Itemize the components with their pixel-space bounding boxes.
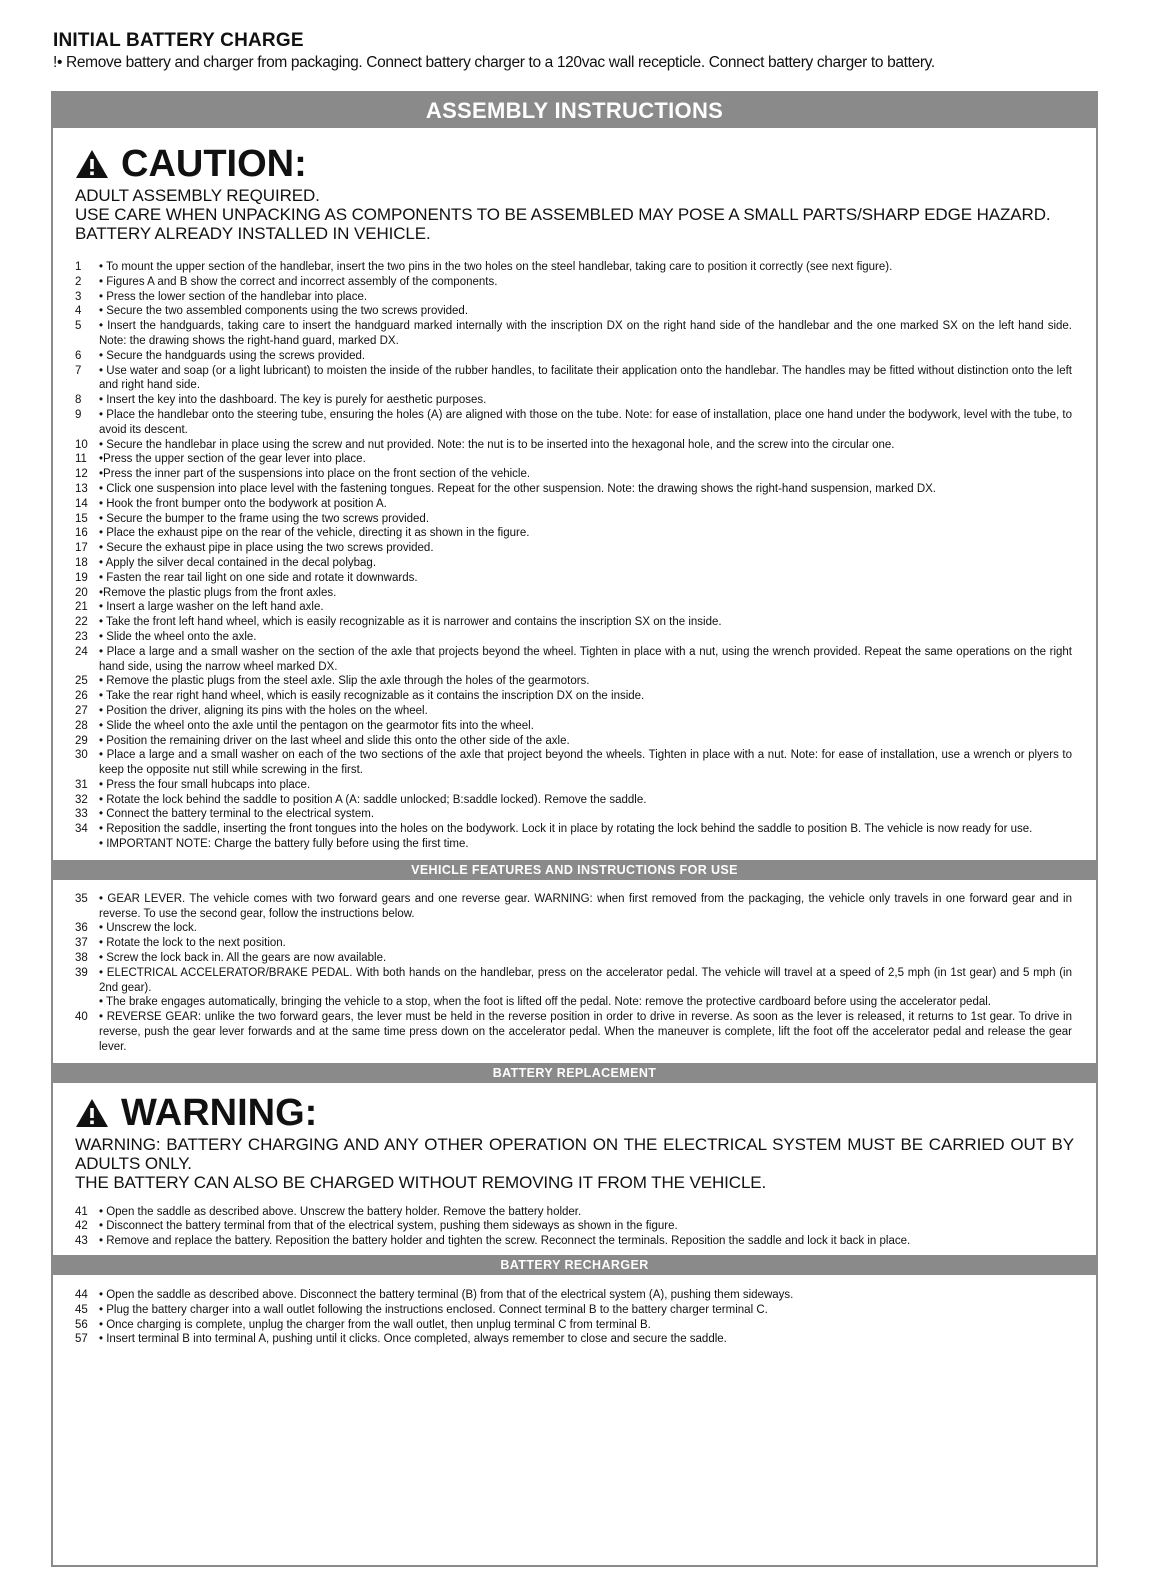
caution-title-row [75,142,1096,186]
step-number: 14 [75,497,88,510]
step-number: 9 [75,408,82,421]
step-number: 33 [75,808,88,821]
step-text: • Disconnect the battery terminal from that of the electrical system, pushing them sideways as shown in the figure. [99,1220,678,1233]
step-text: • Reposition the saddle, inserting the front tongues into the holes on the bodywork. Lock it in place by rotating the lock behind the saddle to position B. The vehicle is now ready for use. [99,823,1033,836]
step-number: 30 [75,749,88,762]
step-text: • Rotate the lock behind the saddle to position A (A: saddle unlocked; B:saddle locked). Remove the saddle. [99,793,647,806]
step-item [75,526,1072,541]
step-number: 15 [75,512,88,525]
step-number: 44 [75,1289,88,1302]
initial-charge-instruction [53,53,1113,73]
step-text: • Position the remaining driver on the last wheel and slide this onto the other side of the axle. [99,734,570,747]
step-item [75,556,1072,571]
step-text: • Once charging is complete, unplug the charger from the wall outlet, then unplug terminal C from terminal B. [99,1318,651,1331]
initial-charge-text: Remove battery and charger from packaging. Connect battery charger to a 120vac wall recepticle. Connect battery charger to battery. [66,54,935,71]
step-item [75,512,1072,527]
step-text: • To mount the upper section of the handlebar, insert the two pins in the two holes on the steel handlebar, taking care to position it correctly (see next figure). [99,261,893,273]
step-item [75,645,1072,675]
warning-text [75,1135,1074,1192]
step-text: • Secure the bumper to the frame using the two screws provided. [99,512,430,525]
step-number: 20 [75,586,88,599]
step-text: • Secure the handguards using the screws provided. [99,349,366,362]
step-item [75,689,1072,704]
step-item [75,778,1072,793]
step-item [75,615,1072,630]
step-number: 45 [75,1303,88,1316]
step-text: • Use water and soap (or a light lubricant) to moisten the inside of the rubber handles, to facilitate their application onto the handlebar. The handles may be fitted without distinction onto the left and right hand side. [99,364,1072,392]
step-item [75,674,1072,689]
step-number: 24 [75,645,88,658]
caution-line: BATTERY ALREADY INSTALLED IN VEHICLE. [75,224,431,243]
step-number: 13 [75,482,88,495]
instructions-frame [51,91,1098,1567]
step-number: 29 [75,734,88,747]
step-number: 23 [75,630,88,643]
features-steps [75,892,1072,1055]
step-text: • Place the exhaust pipe on the rear of the vehicle, directing it as shown in the figure. [99,527,530,540]
step-number: 40 [75,1011,88,1024]
caution-title: CAUTION: [121,143,307,185]
step-text: • Plug the battery charger into a wall outlet following the instructions enclosed. Connect terminal B to the battery charger terminal C. [99,1303,768,1316]
step-number: 28 [75,719,88,732]
step-text: •Press the upper section of the gear lever into place. [99,453,366,466]
step-number: 38 [75,952,88,965]
warning-line: WARNING: BATTERY CHARGING AND ANY OTHER OPERATION ON THE ELECTRICAL SYSTEM MUST BE CARRIED OUT BY ADULTS ONLY. [75,1134,1074,1173]
step-number: 17 [75,542,88,555]
step-text: • Remove the plastic plugs from the steel axle. Slip the axle through the holes of the gearmotors. [99,675,590,688]
step-item [75,452,1072,467]
step-text: • Slide the wheel onto the axle until the pentagon on the gearmotor fits into the wheel. [99,719,534,732]
step-item [75,1303,1072,1318]
initial-battery-charge [53,30,1113,73]
step-number: 18 [75,556,88,569]
step-item [75,748,1072,778]
warning-title: WARNING: [121,1091,318,1134]
step-item [75,995,1072,1010]
step-number: 25 [75,675,88,688]
step-text: • Press the four small hubcaps into place. [99,778,311,791]
step-number: 4 [75,305,82,318]
step-text: • Secure the exhaust pipe in place using the two screws provided. [99,542,434,555]
step-text: • Slide the wheel onto the axle. [99,630,257,643]
step-item [75,1288,1072,1303]
step-number: 7 [75,364,82,377]
step-text: •Remove the plastic plugs from the front axles. [99,586,337,599]
recharger-header: BATTERY RECHARGER [53,1255,1096,1275]
step-text: • Take the front left hand wheel, which is easily recognizable as it is narrower and contains the inscription SX on the inside. [99,616,722,629]
step-item [75,319,1072,349]
step-item [75,467,1072,482]
step-item [75,393,1072,408]
step-item [75,290,1072,305]
step-item [75,571,1072,586]
step-number: 12 [75,468,88,481]
step-text: • Place the handlebar onto the steering tube, ensuring the holes (A) are aligned with those on the tube. Note: for ease of installation, place one hand under the bodywork, level with the tube, to avoid its descent. [99,408,1072,436]
step-item [75,630,1072,645]
step-number: 5 [75,320,82,333]
step-number: 31 [75,778,88,791]
caution-text [75,186,1074,243]
step-text: • GEAR LEVER. The vehicle comes with two forward gears and one reverse gear. WARNING: when first removed from the packaging, the vehicle only travels in one forward gear and in reverse. To use the second gear, follow the instructions below. [99,892,1072,920]
warning-title-row [75,1091,1096,1135]
step-number: 27 [75,704,88,717]
replacement-steps [75,1205,1072,1249]
warning-triangle-icon [75,1098,109,1128]
step-text: • Insert terminal B into terminal A, pushing until it clicks. Once completed, always remember to close and secure the saddle. [99,1333,727,1346]
step-number [75,995,99,1010]
step-number [75,837,99,852]
step-text: • Secure the two assembled components using the two screws provided. [99,305,469,318]
step-item [75,541,1072,556]
step-number: 42 [75,1220,88,1233]
step-number: 56 [75,1318,88,1331]
step-item [75,837,1072,852]
step-item [75,1205,1072,1220]
step-item [75,349,1072,364]
step-item [75,951,1072,966]
features-header: VEHICLE FEATURES AND INSTRUCTIONS FOR USE [53,860,1096,880]
step-number: 19 [75,571,88,584]
step-text: • Remove and replace the battery. Reposition the battery holder and tighten the screw. Reconnect the terminals. Reposition the saddle and lock it back in place. [99,1235,911,1248]
step-item [75,304,1072,319]
step-text: • Hook the front bumper onto the bodywork at position A. [99,497,387,510]
step-item [75,408,1072,438]
step-text: • Rotate the lock to the next position. [99,937,286,950]
step-item [75,704,1072,719]
step-number: 37 [75,937,88,950]
step-text: • Fasten the rear tail light on one side and rotate it downwards. [99,571,418,584]
warning-block [53,1091,1096,1192]
recharger-steps [75,1288,1072,1347]
step-number: 43 [75,1235,88,1248]
step-item [75,734,1072,749]
step-text: • Press the lower section of the handlebar into place. [99,290,368,303]
initial-charge-marker: !• [53,54,63,71]
step-item [75,822,1072,837]
step-number: 11 [75,453,87,466]
step-item [75,600,1072,615]
step-text: • Apply the silver decal contained in the decal polybag. [99,556,377,569]
step-number: 32 [75,793,88,806]
step-number: 34 [75,823,88,836]
step-number: 6 [75,349,82,362]
step-text: • IMPORTANT NOTE: Charge the battery fully before using the first time. [99,838,469,851]
step-item [75,807,1072,822]
step-text: • Insert a large washer on the left hand axle. [99,601,324,614]
step-number: 21 [75,601,88,614]
step-text: • Insert the handguards, taking care to insert the handguard marked internally with the inscription DX on the right hand side of the handlebar and the one marked SX on the left hand side. Note: the drawing shows the right-hand guard, marked DX. [99,320,1072,347]
step-item [75,921,1072,936]
step-text: • Connect the battery terminal to the electrical system. [99,808,375,821]
warning-triangle-icon [75,149,109,179]
step-item [75,793,1072,808]
step-number: 26 [75,690,88,703]
step-number: 3 [75,290,82,303]
step-text: • Open the saddle as described above. Disconnect the battery terminal (B) from that of the electrical system (A), pushing them sideways. [99,1289,794,1302]
step-text: • Place a large and a small washer on the section of the axle that projects beyond the wheel. Tighten in place with a nut, using the wrench provided. Repeat the same operations on the right hand side, using the narrow wheel marked DX. [99,645,1072,673]
step-number: 36 [75,922,88,935]
step-text: • ELECTRICAL ACCELERATOR/BRAKE PEDAL. With both hands on the handlebar, press on the accelerator pedal. The vehicle will travel at a speed of 2,5 mph (in 1st gear) and 5 mph (in 2nd gear). [99,966,1072,994]
step-item [75,1234,1072,1249]
step-item [75,1332,1072,1347]
step-number: 41 [75,1205,88,1218]
step-text: •Press the inner part of the suspensions into place on the front section of the vehicle. [99,468,531,481]
caution-line: ADULT ASSEMBLY REQUIRED. [75,186,320,205]
step-text: • Position the driver, aligning its pins with the holes on the wheel. [99,704,428,717]
step-text: • Click one suspension into place level with the fastening tongues. Repeat for the other suspension. Note: the drawing shows the right-hand suspension, marked DX. [99,482,936,495]
step-item [75,1219,1072,1234]
step-text: • Open the saddle as described above. Unscrew the battery holder. Remove the battery holder. [99,1205,582,1218]
caution-block [53,142,1096,243]
step-item [75,1318,1072,1333]
step-text: • Figures A and B show the correct and incorrect assembly of the components. [99,275,498,288]
step-item [75,364,1072,394]
step-item [75,936,1072,951]
step-number: 16 [75,527,88,540]
step-text: • Secure the handlebar in place using the screw and nut provided. Note: the nut is to be inserted into the hexagonal hole, and the screw into the circular one. [99,438,895,451]
step-item [75,586,1072,601]
step-text: • Unscrew the lock. [99,922,197,935]
initial-charge-title: INITIAL BATTERY CHARGE [53,30,304,51]
step-item [75,892,1072,922]
warning-line: THE BATTERY CAN ALSO BE CHARGED WITHOUT REMOVING IT FROM THE VEHICLE. [75,1172,767,1192]
step-number: 8 [75,394,82,407]
replacement-header: BATTERY REPLACEMENT [53,1063,1096,1083]
step-text: • Place a large and a small washer on each of the two sections of the axle that project beyond the wheels. Tighten in place with a nut. Note: for ease of installation, use a wrench or plyers to keep the opposite nut still while screwing in the first. [99,749,1072,777]
assembly-header: ASSEMBLY INSTRUCTIONS [53,93,1096,128]
step-number: 57 [75,1333,88,1346]
step-text: • Insert the key into the dashboard. The key is purely for aesthetic purposes. [99,394,487,407]
step-number: 1 [75,261,82,273]
assembly-steps [75,260,1072,852]
caution-line: USE CARE WHEN UNPACKING AS COMPONENTS TO BE ASSEMBLED MAY POSE A SMALL PARTS/SHARP EDGE HAZARD. [75,205,1051,224]
step-item [75,966,1072,996]
step-text: • REVERSE GEAR: unlike the two forward gears, the lever must be held in the reverse position in order to drive in reverse. As soon as the lever is released, it returns to 1st gear. To drive in reverse, push the gear lever forwards and at the same time press down on the accelerator pedal. When the maneuver is complete, lift the foot off the accelerator pedal and release the gear lever. [99,1011,1072,1053]
step-item [75,482,1072,497]
step-text: • Take the rear right hand wheel, which is easily recognizable as it contains the inscription DX on the inside. [99,690,645,703]
step-item [75,719,1072,734]
step-number: 35 [75,892,88,905]
step-number: 22 [75,616,88,629]
step-number: 39 [75,966,88,979]
step-item [75,438,1072,453]
step-text: • The brake engages automatically, bringing the vehicle to a stop, when the foot is lifted off the pedal. Note: remove the protective cardboard before using the accelerator pedal. [99,996,991,1009]
step-item [75,1010,1072,1054]
step-item [75,260,1072,275]
step-item [75,275,1072,290]
step-number: 2 [75,275,82,288]
step-item [75,497,1072,512]
step-number: 10 [75,438,88,451]
step-text: • Screw the lock back in. All the gears are now available. [99,952,387,965]
